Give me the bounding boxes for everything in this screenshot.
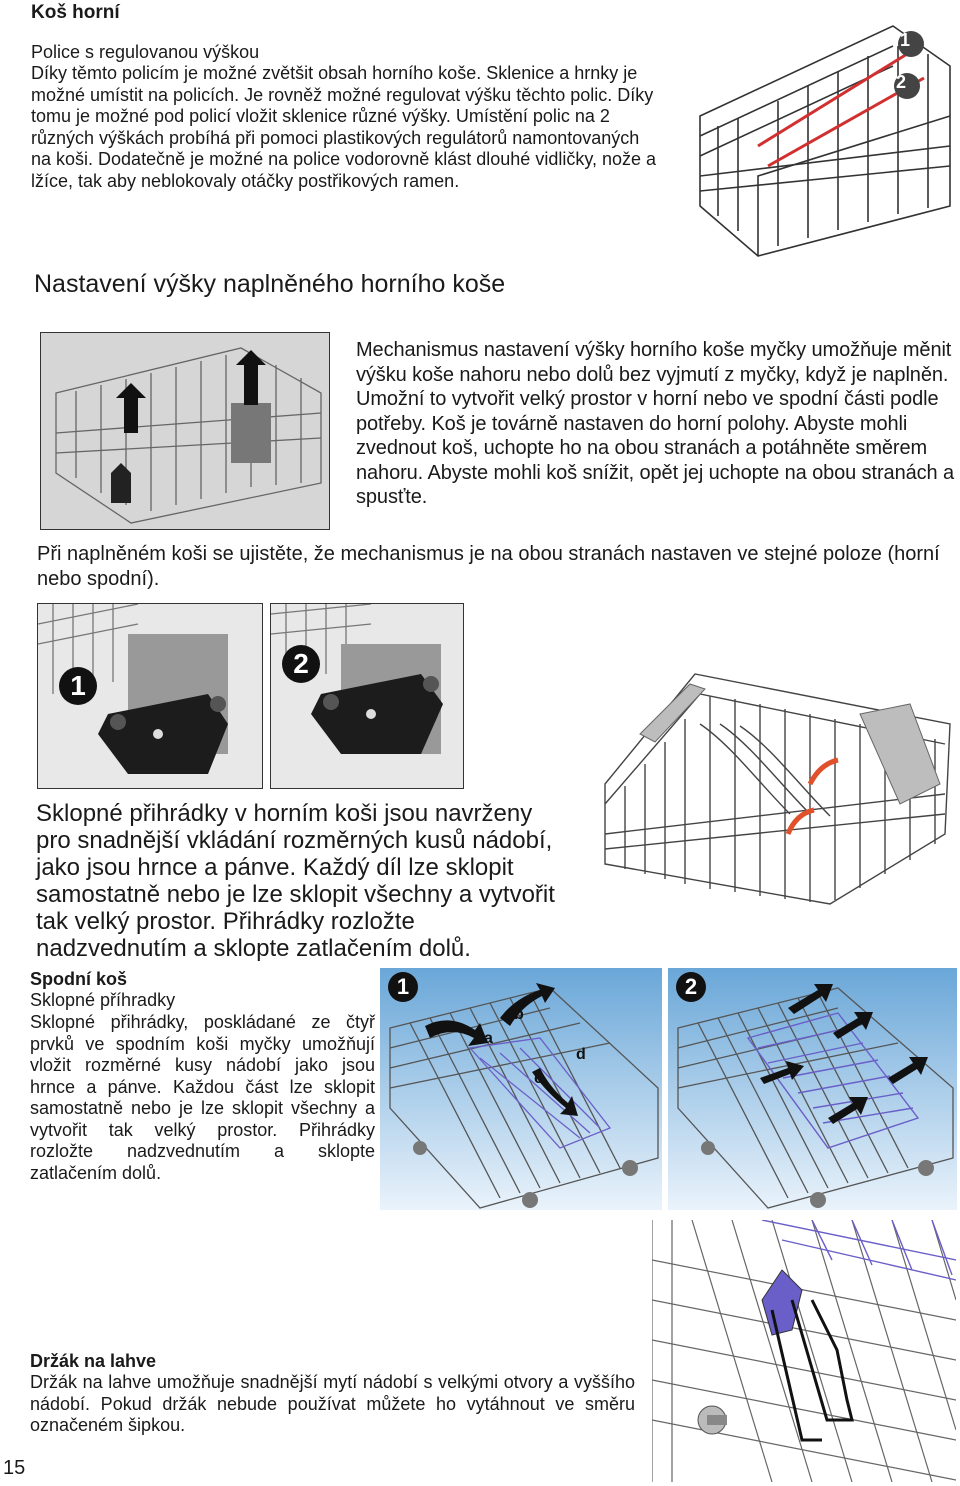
mechanism-position-1-illustration [37,603,263,789]
rack-part-label-d: d [576,1046,586,1063]
height-adjust-heading: Nastavení výšky naplněného horního koše [34,270,506,298]
shelf-height-label-1: 1 [900,30,911,50]
rack-part-label-b: b [514,1006,524,1023]
upper-basket-paragraph: Díky těmto policím je možné zvětšit obsah horního koše. Sklenice a hrnky je možné umístit na policích. Je rovněž možné regulovat výšku těchto polic. Díky tomu je možné pod policí vložit sklenice různé výšky. Umístění polic na 2 různých výškách probíhá při pomoci plastikových regulátorů namontovaných na koši. Dodatečně je možné na police vodorovně klást dlouhé vidličky, nože a lžíce, tak aby neblokovaly otáčky postřikových ramen. [31,63,657,191]
rack-part-label-a: a [484,1030,493,1047]
upper-folding-racks-illustration [600,664,956,908]
bottle-holder-illustration [652,1220,956,1482]
mechanism-badge-1: 1 [59,667,97,705]
section-heading-upper-basket: Koš horní [31,2,120,23]
bottle-holder-paragraph: Držák na lahve umožňuje snadnější mytí nádobí s velkými otvory a vyššího nádobí. Pokud držák nebude používat můžete ho vytáhnout ve směru označeném šipkou. [30,1372,635,1435]
mechanism-position-2-illustration [270,603,464,789]
mechanism-badge-2: 2 [282,645,320,683]
lower-racks-unfolded-illustration [668,968,957,1210]
section-heading-bottle-holder: Držák na lahve [30,1351,157,1371]
height-adjust-note: Při naplněném koši se ujistěte, že mechanismus je na obou stranách nastaven ve stejné poloze (horní nebo spodní). [37,543,940,590]
page-number: 15 [3,1457,26,1479]
height-adjust-paragraph: Mechanismus nastavení výšky horního koše myčky umožňuje měnit výšku koše nahoru nebo dolů bez vyjmutí z myčky, když je naplněn. Umožní to vytvořit velký prostor v horní nebo ve spodní části podle potřeby. Koš je továrně nastaven do horní polohy. Abyste mohli zvednout koš, uchopte ho na obou stranách a potáhněte směrem nahoru. Abyste mohli koš snížit, opět jej uchopte na obou stranách a spusťte. [356,339,955,508]
basket-lift-illustration [40,332,330,530]
rack-part-label-c: c [534,1070,543,1087]
shelf-height-label-2: 2 [896,72,907,92]
lower-racks-folded-illustration [380,968,662,1210]
rack-shelf-illustration [688,6,956,260]
folding-upper-paragraph: Sklopné přihrádky v horním koši jsou navrženy pro snadnější vkládání rozměrných kusů nádobí, jako jsou hrnce a pánve. Každý díl lze sklopit samostatně nebo je lze sklopit všechny a vytvořit tak velký prostor. Přihrádky rozložte nadzvednutím a sklopte zatlačením dolů. [36,800,555,962]
upper-basket-subheading: Police s regulovanou výškou [31,42,260,62]
lower-basket-subheading: Sklopné příhradky [30,990,176,1010]
section-heading-lower-basket: Spodní koš [30,969,128,989]
lower-figure-badge-2: 2 [676,972,706,1002]
lower-basket-paragraph: Sklopné přihrádky, poskládané ze čtyř prvků ve spodním koši myčky umožňují vložit rozměrné kusy nádobí jako jsou hrnce a pánve. Každou část lze sklopit samostatně nebo je lze sklopit všechny a vytvořit tak velký prostor. Přihrádky rozložte nadzvednutím a sklopte zatlačením dolů. [30,1012,375,1183]
lower-figure-badge-1: 1 [388,972,418,1002]
